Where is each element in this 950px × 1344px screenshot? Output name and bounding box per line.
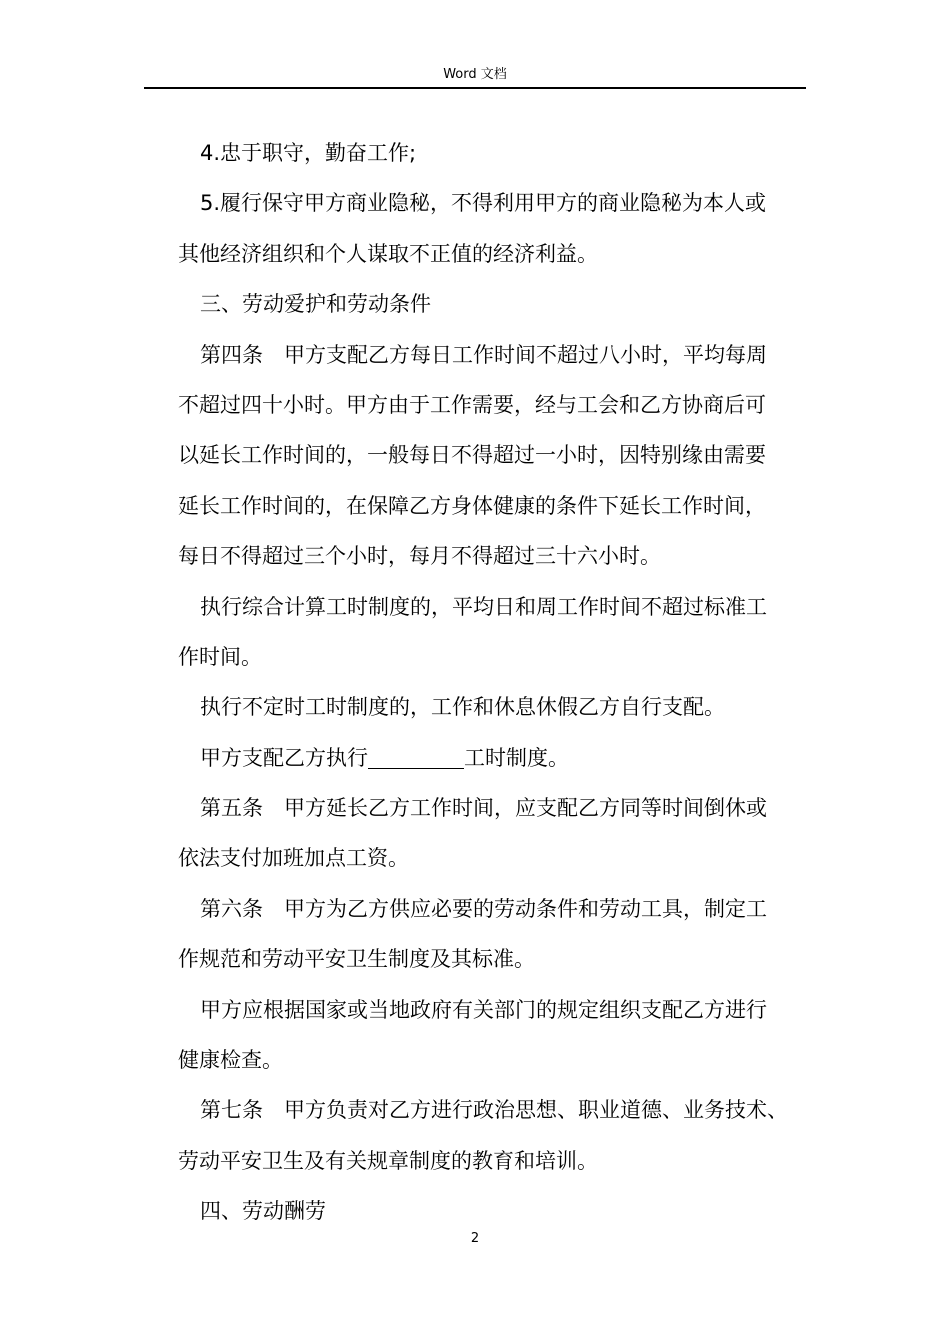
text-line: 以延长工作时间的，一般每日不得超过一小时，因特别缘由需要 [178,443,766,468]
section-heading: 三、劳动爱护和劳动条件 [200,292,431,317]
page-number: 2 [470,1231,480,1246]
document-body [178,128,808,1237]
text-line: 执行综合计算工时制度的，平均日和周工作时间不超过标准工 [200,594,767,619]
text-line [178,733,808,783]
text-line: 依法支付加班加点工资。 [178,846,409,871]
text-line: 5.履行保守甲方商业隐秘，不得利用甲方的商业隐秘为本人或 [200,191,767,216]
section-heading-3 [178,279,808,329]
text-line: 执行不定时工时制度的，工作和休息休假乙方自行支配。 [200,695,725,720]
text-line: 每日不得超过三个小时，每月不得超过三十六小时。 [178,544,661,569]
text-line: 延长工作时间的，在保障乙方身体健康的条件下延长工作时间， [178,493,766,518]
paragraph-flexible-hours [178,682,808,732]
article-4 [178,330,808,582]
section-heading: 四、劳动酬劳 [200,1199,326,1224]
text-line: 第七条 甲方负责对乙方进行政治思想、职业道德、业务技术、 [200,1098,788,1123]
article-6 [178,884,808,985]
page-header: Word 文档 [443,67,507,82]
text-line: 甲方应根据国家或当地政府有关部门的规定组织支配乙方进行 [200,997,767,1022]
paragraph-comprehensive-hours [178,582,808,683]
text-line: 4.忠于职守，勤奋工作; [200,141,417,165]
paragraph-duty-5 [178,178,808,279]
fill-in-blank [368,746,464,769]
text-line: 作规范和劳动平安卫生制度及其标准。 [178,947,535,972]
text-fragment: 甲方支配乙方执行 [200,745,368,770]
text-line: 不超过四十小时。甲方由于工作需要，经与工会和乙方协商后可 [178,392,766,417]
text-line: 作时间。 [178,644,262,669]
text-line: 第四条 甲方支配乙方每日工作时间不超过八小时，平均每周 [200,342,767,367]
paragraph-health-check [178,985,808,1086]
text-line: 其他经济组织和个人谋取不正值的经济利益。 [178,241,598,266]
text-line: 第六条 甲方为乙方供应必要的劳动条件和劳动工具，制定工 [200,896,767,921]
text-line: 第五条 甲方延长乙方工作时间，应支配乙方同等时间倒休或 [200,796,767,821]
article-5 [178,783,808,884]
text-line: 劳动平安卫生及有关规章制度的教育和培训。 [178,1148,598,1173]
article-7 [178,1085,808,1186]
text-line: 健康检查。 [178,1048,283,1073]
paragraph-hours-system [178,733,808,783]
header-divider [144,87,806,89]
text-fragment: 工时制度。 [464,745,569,770]
paragraph-duty-4 [178,128,808,178]
